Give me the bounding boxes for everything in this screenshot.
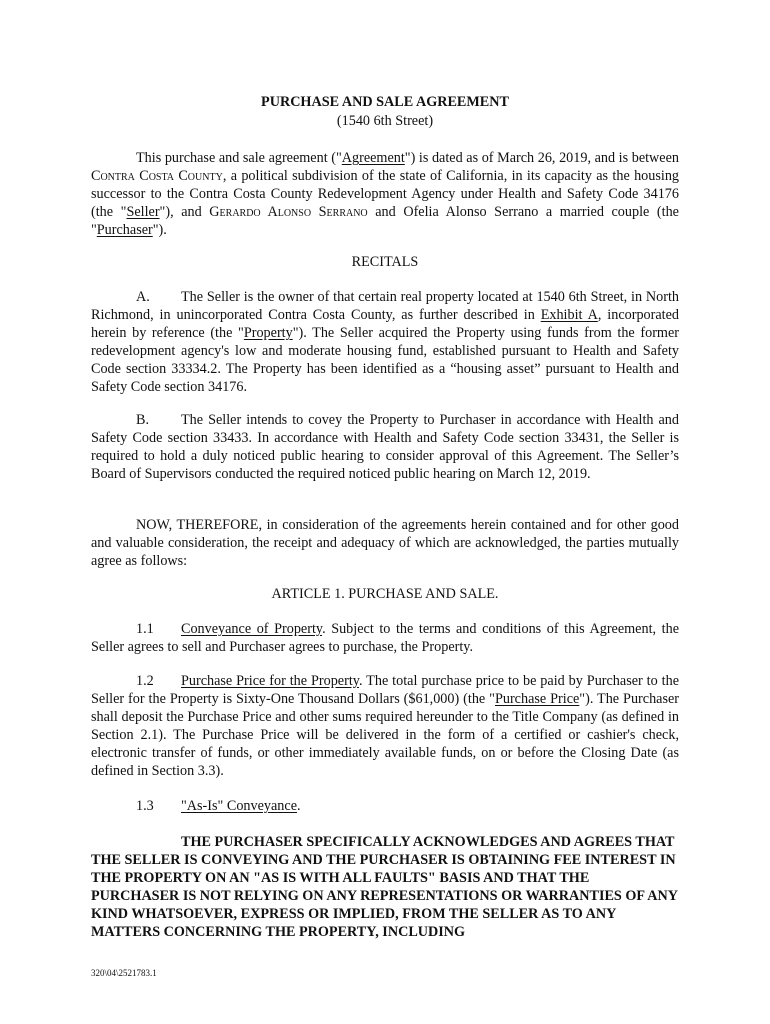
recital-a-text-2: , incorporated herein by reference (the " (91, 307, 679, 342)
intro-text-4: "), and (159, 204, 210, 221)
recital-a-text-1: The Seller is the owner of that certain real property located at 1540 6th Street, in North Richmond, in unincorporated Contra Costa County, as further described in (91, 289, 679, 324)
recital-b-text: The Seller intends to covey the Property to Purchaser in accordance with Health and Safety Code section 33433. In accordance with Health and Safety Code section 33431, the Seller is required to hold a duly noticed public hearing to consider approval of this Agreement. The Seller’s Board of Supervisors conducted the required noticed public hearing on March 12, 2019. (91, 412, 679, 483)
section-1-1-text: . Subject to the terms and conditions of this Agreement, the Seller agrees to sell and Purchaser agrees to purchase, the Property. (91, 621, 679, 656)
section-1-3 (91, 797, 679, 815)
section-1-2-text-1: . The total purchase price to be paid by Purchaser to the Seller for the Property is Sixty-One Thousand Dollars ($61,000) (the " (91, 673, 679, 708)
section-1-3-heading: "As-Is" Conveyance (181, 798, 297, 814)
section-1-3-number: 1.3 (136, 798, 154, 814)
as-is-disclaimer (91, 833, 679, 942)
section-1-2-text-2: "). The Purchaser shall deposit the Purchase Price and other sums required hereunder to the Title Company (as defined in Section 2.1). The Purchase Price will be delivered in the form of a certified or cashier's check, electronic transfer of funds, or other immediately available funds, on or before the Closing Date (as defined in Section 3.3). (91, 691, 679, 780)
exhibit-a-reference: Exhibit A (540, 307, 598, 324)
recital-a-text-3: "). The Seller acquired the Property using funds from the former redevelopment agency's low and moderate housing fund, established pursuant to Health and Safety Code section 33334.2. The Property has been identified as a “housing asset” pursuant to Health and Safety Code section 34176. (91, 325, 679, 396)
agreement-term: Agreement (341, 150, 405, 166)
intro-paragraph (91, 149, 679, 239)
document-footer-id: 320\04\2521783.1 (91, 968, 157, 978)
intro-text-6: "). (152, 222, 167, 239)
recital-b-label: B. (136, 412, 150, 428)
recital-a (91, 288, 679, 397)
section-1-1 (91, 620, 679, 656)
document-title: PURCHASE AND SALE AGREEMENT (261, 94, 509, 110)
purchaser-name: Gerardo Alonso Serrano (209, 204, 368, 221)
intro-text-1: This purchase and sale agreement (" (136, 150, 342, 166)
seller-term: Seller (126, 204, 160, 221)
now-therefore-paragraph (91, 516, 679, 570)
section-1-1-number: 1.1 (136, 621, 154, 637)
section-1-2-number: 1.2 (136, 673, 154, 689)
section-1-2-heading: Purchase Price for the Property (181, 673, 359, 689)
section-1-1-heading: Conveyance of Property (181, 621, 323, 637)
now-therefore-text: NOW, THEREFORE, in consideration of the agreements herein contained and for other good and valuable consideration, the receipt and adequacy of which are acknowledged, the parties mutually agree as follows: (91, 517, 679, 570)
as-is-disclaimer-text: THE PURCHASER SPECIFICALLY ACKNOWLEDGES AND AGREES THAT THE SELLER IS CONVEYING AND THE PURCHASER IS OBTAINING FEE INTEREST IN THE PROPERTY ON AN "AS IS WITH ALL FAULTS" BASIS AND THAT THE PURCHASER IS NOT RELYING ON ANY REPRESENTATIONS OR WARRANTIES OF ANY KIND WHATSOEVER, EXPRESS OR IMPLIED, FROM THE SELLER AS TO ANY MATTERS CONCERNING THE PROPERTY, INCLUDING (91, 834, 678, 941)
intro-text-2: ") is dated as of March 26, 2019, and is between (404, 150, 679, 166)
intro-text-5: and Ofelia Alonso Serrano a married couple (the " (91, 204, 679, 239)
purchaser-term: Purchaser (96, 222, 153, 239)
article-1-heading: ARTICLE 1. PURCHASE AND SALE. (271, 586, 499, 602)
purchase-price-term: Purchase Price (494, 691, 580, 708)
section-1-2 (91, 672, 679, 781)
recitals-heading: RECITALS (351, 254, 419, 270)
recital-b (91, 411, 679, 483)
seller-name: Contra Costa County (91, 168, 223, 185)
property-term: Property (243, 325, 293, 342)
recital-a-label: A. (136, 289, 150, 305)
section-1-3-period: . (297, 798, 301, 814)
document-subtitle: (1540 6th Street) (336, 113, 434, 129)
intro-text-3: , a political subdivision of the state of California, in its capacity as the housing successor to the Contra Costa County Redevelopment Agency under Health and Safety Code 34176 (the " (91, 168, 680, 221)
